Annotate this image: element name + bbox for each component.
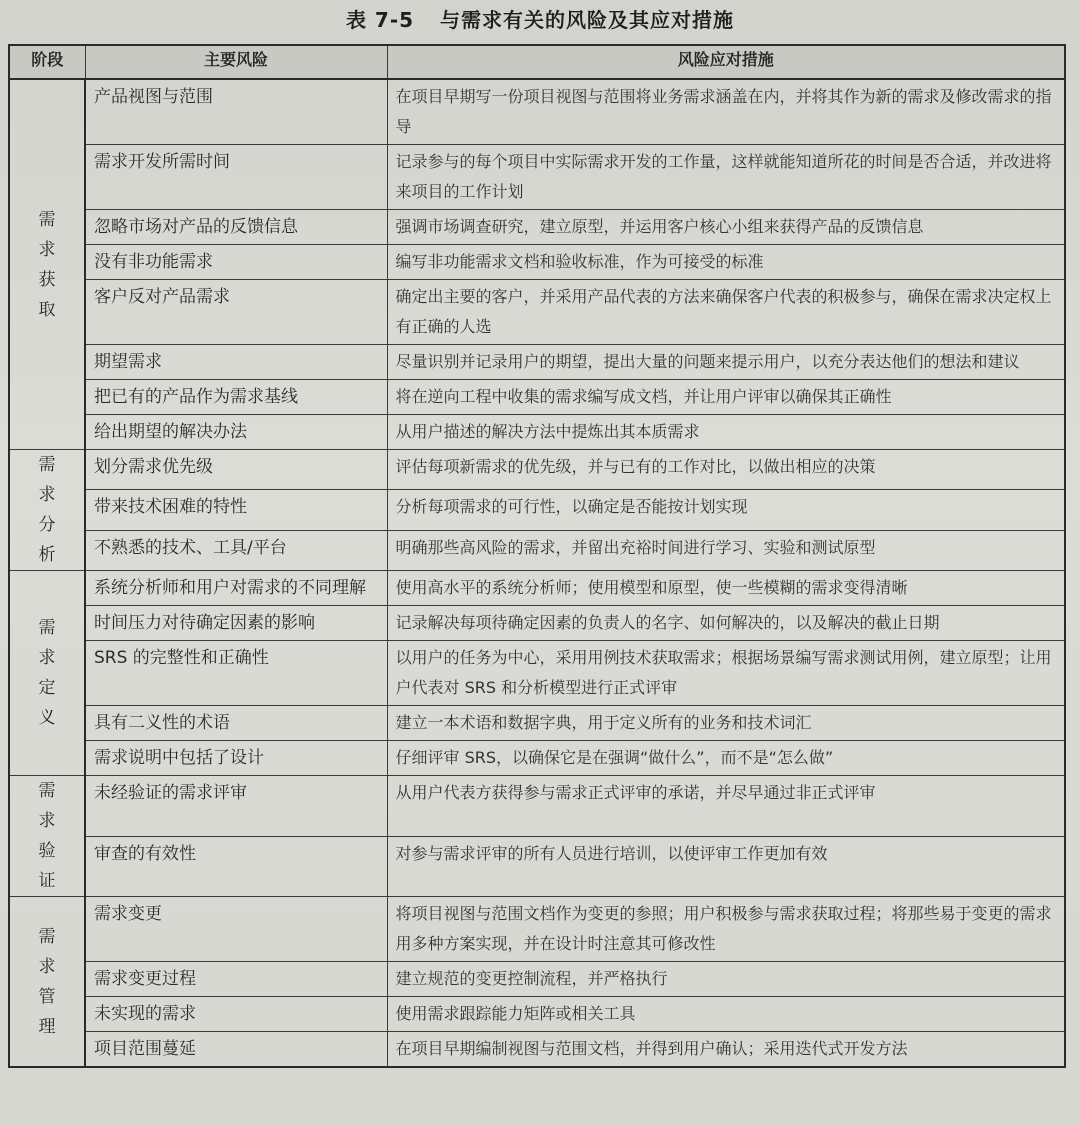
table-row	[9, 836, 1065, 897]
risk-cell: 不熟悉的技术、工具/平台	[85, 530, 387, 570]
risk-cell: 需求变更过程	[85, 962, 387, 997]
table-caption	[0, 4, 1080, 33]
measure-cell: 分析每项需求的可行性，以确定是否能按计划实现	[387, 490, 1065, 530]
stage-label: 需求定义	[38, 618, 56, 728]
stage-cell	[9, 897, 85, 1068]
measure-cell: 确定出主要的客户，并采用产品代表的方法来确保客户代表的积极参与，确保在需求决定权上有正确的人选	[387, 280, 1065, 345]
risk-cell: 时间压力对待确定因素的影响	[85, 606, 387, 641]
stage-label: 需求分析	[38, 455, 56, 565]
table-row	[9, 571, 1065, 606]
measure-cell: 建立一本术语和数据字典，用于定义所有的业务和技术词汇	[387, 706, 1065, 741]
risk-cell: 给出期望的解决办法	[85, 415, 387, 450]
measure-cell: 将项目视图与范围文档作为变更的参照；用户积极参与需求获取过程；将那些易于变更的需求用多种方案实现，并在设计时注意其可修改性	[387, 897, 1065, 962]
table-row	[9, 606, 1065, 641]
stage-cell	[9, 450, 85, 571]
stage-label: 需求管理	[38, 926, 56, 1037]
header-measure: 风险应对措施	[387, 45, 1065, 79]
table-row	[9, 245, 1065, 280]
risk-cell: 客户反对产品需求	[85, 280, 387, 345]
risk-cell: 未经验证的需求评审	[85, 776, 387, 837]
table-row	[9, 450, 1065, 490]
measure-cell: 将在逆向工程中收集的需求编写成文档，并让用户评审以确保其正确性	[387, 380, 1065, 415]
risk-cell: 期望需求	[85, 345, 387, 380]
measure-cell: 从用户代表方获得参与需求正式评审的承诺，并尽早通过非正式评审	[387, 776, 1065, 837]
risk-cell: 带来技术困难的特性	[85, 490, 387, 530]
risk-cell: 需求说明中包括了设计	[85, 741, 387, 776]
table-row	[9, 145, 1065, 210]
table-row	[9, 641, 1065, 706]
risk-cell: 具有二义性的术语	[85, 706, 387, 741]
risk-cell: SRS 的完整性和正确性	[85, 641, 387, 706]
table-number: 表 7-5	[345, 8, 415, 32]
measure-cell: 评估每项新需求的优先级，并与已有的工作对比，以做出相应的决策	[387, 450, 1065, 490]
table-row	[9, 741, 1065, 776]
risk-cell: 没有非功能需求	[85, 245, 387, 280]
table-row	[9, 415, 1065, 450]
table-row	[9, 490, 1065, 530]
table-row	[9, 79, 1065, 145]
measure-cell: 在项目早期编制视图与范围文档，并得到用户确认；采用迭代式开发方法	[387, 1032, 1065, 1068]
measure-cell: 从用户描述的解决方法中提炼出其本质需求	[387, 415, 1065, 450]
table-row	[9, 706, 1065, 741]
stage-label: 需求验证	[38, 781, 56, 891]
risk-cell: 需求开发所需时间	[85, 145, 387, 210]
risk-cell: 把已有的产品作为需求基线	[85, 380, 387, 415]
table-title: 与需求有关的风险及其应对措施	[440, 8, 735, 32]
table-body	[9, 79, 1065, 1067]
measure-cell: 强调市场调查研究，建立原型，并运用客户核心小组来获得产品的反馈信息	[387, 210, 1065, 245]
table-row	[9, 280, 1065, 345]
measure-cell: 明确那些高风险的需求，并留出充裕时间进行学习、实验和测试原型	[387, 530, 1065, 570]
table-row	[9, 380, 1065, 415]
risk-cell: 忽略市场对产品的反馈信息	[85, 210, 387, 245]
measure-cell: 建立规范的变更控制流程，并严格执行	[387, 962, 1065, 997]
stage-cell	[9, 571, 85, 776]
measure-cell: 以用户的任务为中心，采用用例技术获取需求；根据场景编写需求测试用例，建立原型；让用户代表对 SRS 和分析模型进行正式评审	[387, 641, 1065, 706]
measure-cell: 使用需求跟踪能力矩阵或相关工具	[387, 997, 1065, 1032]
measure-cell: 对参与需求评审的所有人员进行培训，以使评审工作更加有效	[387, 836, 1065, 897]
table-row	[9, 997, 1065, 1032]
table-header	[9, 45, 1065, 79]
stage-label: 需求获取	[38, 209, 56, 320]
risk-cell: 需求变更	[85, 897, 387, 962]
stage-cell	[9, 79, 85, 450]
measure-cell: 仔细评审 SRS，以确保它是在强调“做什么”，而不是“怎么做”	[387, 741, 1065, 776]
table-row	[9, 776, 1065, 837]
risk-table	[8, 44, 1066, 1068]
table-row	[9, 210, 1065, 245]
table-row	[9, 897, 1065, 962]
measure-cell: 记录参与的每个项目中实际需求开发的工作量，这样就能知道所花的时间是否合适，并改进将来项目的工作计划	[387, 145, 1065, 210]
stage-cell	[9, 776, 85, 897]
table-row	[9, 962, 1065, 997]
header-risk: 主要风险	[85, 45, 387, 79]
table-row	[9, 345, 1065, 380]
measure-cell: 尽量识别并记录用户的期望，提出大量的问题来提示用户，以充分表达他们的想法和建议	[387, 345, 1065, 380]
header-stage: 阶段	[9, 45, 85, 79]
risk-cell: 审查的有效性	[85, 836, 387, 897]
table-row	[9, 530, 1065, 570]
header-row	[9, 45, 1065, 79]
measure-cell: 使用高水平的系统分析师；使用模型和原型，使一些模糊的需求变得清晰	[387, 571, 1065, 606]
measure-cell: 记录解决每项待确定因素的负责人的名字、如何解决的，以及解决的截止日期	[387, 606, 1065, 641]
risk-cell: 项目范围蔓延	[85, 1032, 387, 1068]
table-row	[9, 1032, 1065, 1068]
risk-cell: 未实现的需求	[85, 997, 387, 1032]
risk-cell: 系统分析师和用户对需求的不同理解	[85, 571, 387, 606]
measure-cell: 在项目早期写一份项目视图与范围将业务需求涵盖在内，并将其作为新的需求及修改需求的指导	[387, 79, 1065, 145]
measure-cell: 编写非功能需求文档和验收标准，作为可接受的标准	[387, 245, 1065, 280]
risk-cell: 产品视图与范围	[85, 79, 387, 145]
risk-cell: 划分需求优先级	[85, 450, 387, 490]
